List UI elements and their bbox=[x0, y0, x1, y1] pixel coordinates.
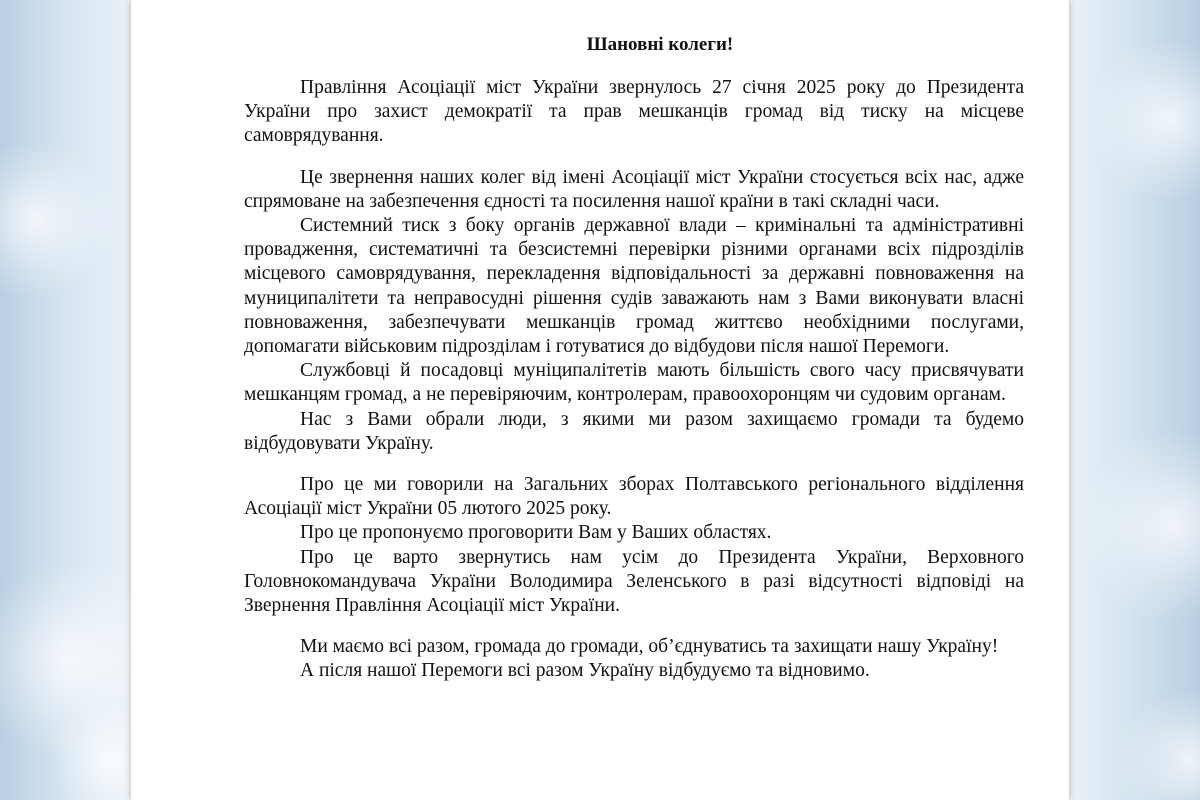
paragraph: Ми маємо всі разом, громада до громади, об’єднуватись та захищати нашу Україну! bbox=[300, 636, 999, 658]
salutation-heading: Шановні колеги! bbox=[586, 34, 734, 55]
paragraph: Про це пропонуємо проговорити Вам у Ваших областях. bbox=[300, 522, 772, 544]
bokeh-light bbox=[1080, 430, 1200, 620]
paragraph: Про це варто звернутись нам усім до Президента України, Верховного Головнокомандувача України Володимира Зеленського в разі відсутності відповіді на Звернення Правління Асоціації міст України. bbox=[244, 546, 1024, 617]
bokeh-light bbox=[1120, 690, 1200, 800]
paragraph: Про це ми говорили на Загальних зборах Полтавського регіонального відділення Асоціації міст України 05 лютого 2025 року. bbox=[244, 474, 1024, 520]
paragraph: Це звернення наших колег від імені Асоціації міст України стосується всіх нас, адже спрямоване на забезпечення єдності та посилення нашої країни в такі складні часи. bbox=[244, 166, 1024, 212]
paragraph: А після нашої Перемоги всі разом Україну відбудуємо та відновимо. bbox=[300, 660, 870, 682]
bokeh-light bbox=[0, 140, 115, 300]
paragraph: Правління Асоціації міст України звернулось 27 січня 2025 року до Президента України про захист демократії та прав мешканців громад від тиску на місцеве самоврядування. bbox=[244, 77, 1024, 147]
paragraph: Службовці й посадовці муніципалітетів мають більшість свого часу присвячувати мешканцям громад, а не перевіряючим, контролерам, правоохоронцям чи судовим органам. bbox=[244, 360, 1024, 406]
paragraph: Нас з Вами обрали люди, з якими ми разом захищаємо громади та будемо відбудовувати Україну. bbox=[244, 408, 1024, 454]
bokeh-light bbox=[1090, 40, 1200, 200]
paragraph: Системний тиск з боку органів державної влади – кримінальні та адміністративні провадження, систематичні та безсистемні перевірки різними органами всіх підрозділів місцевого самоврядування, перекладення відповідальності за державні повноваження на муниципалітети та неправосудні рішення судів заважають нам з Вами виконувати власні повноваження, забезпечувати мешканців громад життєво необхідними послугами, допомагати військовим підрозділам і готуватися до відбудови після нашої Перемоги. bbox=[244, 215, 1024, 358]
document-page bbox=[131, 0, 1069, 800]
letter-body bbox=[244, 76, 1024, 684]
